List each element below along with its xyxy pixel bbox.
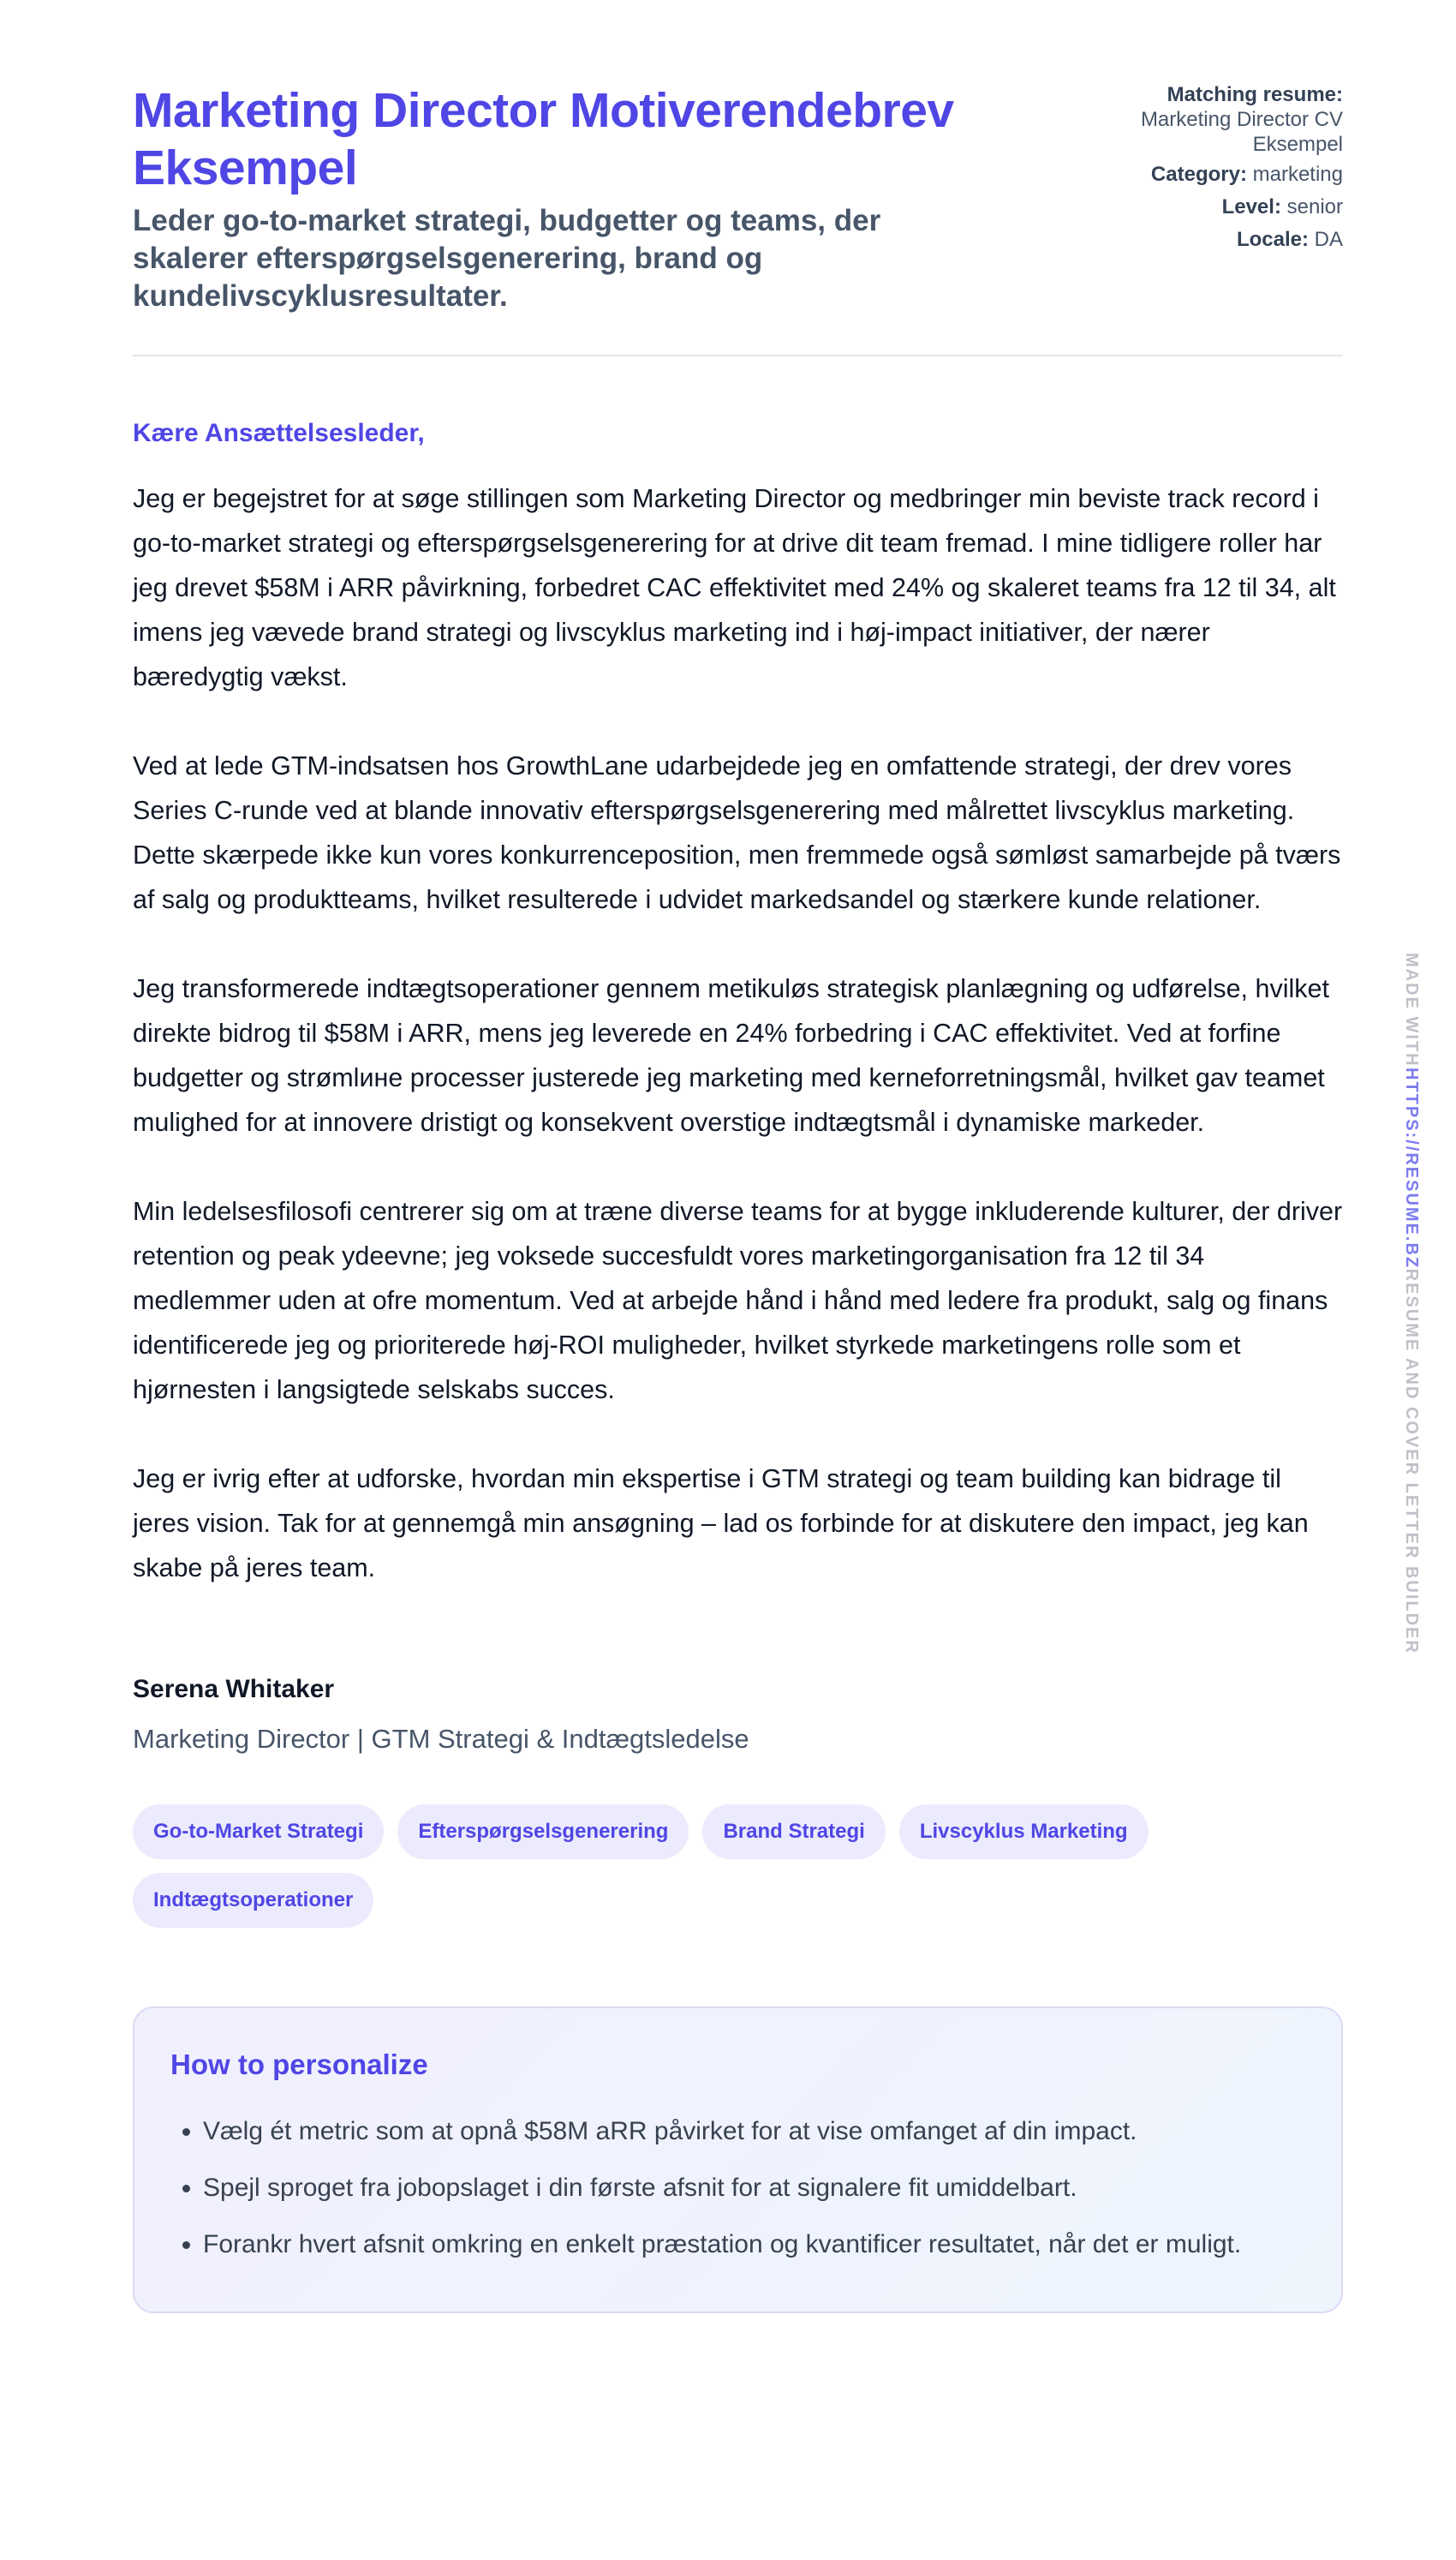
meta-panel <box>1086 82 1343 315</box>
side-banner <box>1401 953 1421 1654</box>
page-header <box>133 82 1343 315</box>
divider <box>133 355 1343 356</box>
meta-value: senior <box>1286 195 1343 218</box>
meta-level <box>1086 194 1343 219</box>
skill-tag: Livscyklus Marketing <box>899 1804 1149 1859</box>
meta-matching-resume <box>1086 82 1343 157</box>
signature-title: Marketing Director | GTM Strategi & Indtægtsledelse <box>133 1724 749 1754</box>
tip-item: • Spejl sproget fra jobopslaget i din første afsnit for at signalere fit umiddelbart. <box>203 2166 1305 2210</box>
letter-paragraph: Min ledelsesfilosofi centrerer sig om at træne diverse teams for at bygge inkluderende kulturer, der driver retention og peak ydeevne; jeg voksede succesfuldt vores marketingorganisation fra 12 til 34 medlemmer uden at ofre momentum. Ved at arbejde hånd i hånd med ledere fra produkt, salg og finans identificerede jeg og prioriterede høj-ROI muligheder, hvilket styrkede marketingens rolle som et hjørnesten i langsigtede selskabs succes. <box>133 1197 1343 1404</box>
letter-paragraph: Ved at lede GTM-indsatsen hos GrowthLane udarbejdede jeg en omfattende strategi, der drev vores Series C-runde ved at blande innovativ efterspørgselsgenerering med målrettet livscyklus marketing. Dette skærpede ikke kun vores konkurrenceposition, men fremmede også sømløst samarbejde på tværs af salg og produktteams, hvilket resulterede i udvidet markedsandel og stærkere kunde relationer. <box>133 751 1341 914</box>
signature-name: Serena Whitaker <box>133 1675 335 1703</box>
meta-label: Level: <box>1221 195 1281 218</box>
meta-value: DA <box>1314 228 1343 251</box>
page-title: Marketing Director Motiverendebrev Eksempel <box>133 83 954 195</box>
banner-suffix: RESUME AND COVER LETTER BUILDER <box>1402 1268 1421 1654</box>
page-subtitle: Leder go-to-market strategi, budgetter og teams, der skalerer efterspørgselsgenerering, brand og kundelivscyklusresultater. <box>133 204 881 313</box>
tip-item: • Forankr hvert afsnit omkring en enkelt præstation og kvantificer resultatet, når det er muligt. <box>203 2222 1305 2267</box>
meta-locale <box>1086 227 1343 252</box>
title-block <box>133 82 1066 315</box>
skill-tag: Efterspørgselsgenerering <box>397 1804 689 1859</box>
banner-prefix: MADE WITH <box>1402 953 1421 1068</box>
meta-label: Matching resume: <box>1167 83 1343 106</box>
tip-item: • Vælg ét metric som at opnå $58M aRR påvirket for at vise omfanget af din impact. <box>203 2109 1305 2154</box>
skill-tag: Brand Strategi <box>702 1804 885 1859</box>
meta-label: Locale: <box>1236 228 1309 251</box>
letter-greeting: Kære Ansættelsesleder, <box>133 419 425 447</box>
letter-paragraph: Jeg er begejstret for at søge stillingen som Marketing Director og medbringer min beviste track record i go-to-market strategi og efterspørgselsgenerering for at drive dit team fremad. I mine tidligere roller har jeg drevet $58M i ARR påvirkning, forbedret CAC effektivitet med 24% og skaleret teams fra 12 til 34, alt imens jeg vævede brand strategi og livscyklus marketing ind i høj-impact initiativer, der nærer bæredygtig vækst. <box>133 484 1336 691</box>
personalize-tips <box>170 2109 1305 2267</box>
resume-bz-link[interactable]: HTTPS://RESUME.BZ <box>1402 1067 1421 1269</box>
meta-value: marketing <box>1252 163 1343 186</box>
letter-paragraph: Jeg er ivrig efter at udforske, hvordan min ekspertise i GTM strategi og team building kan bidrage til jeres vision. Tak for at gennemgå min ansøgning – lad os forbinde for at diskutere den impact, jeg kan skabe på jeres team. <box>133 1464 1309 1582</box>
personalize-box <box>133 2007 1343 2313</box>
personalize-heading: How to personalize <box>170 2049 428 2080</box>
skill-tag: Indtægtsoperationer <box>133 1873 373 1928</box>
letter-paragraph: Jeg transformerede indtægtsoperationer gennem metikuløs strategisk planlægning og udførelse, hvilket direkte bidrog til $58M i ARR, mens jeg leverede en 24% forbedring i CAC effektivitet. Ved at forfine budgetter og strømlине processer justerede jeg marketing med kerneforretningsmål, hvilket gav teamet mulighed for at innovere dristigt og konsekvent overstige indtægtsmål i dynamiske markeder. <box>133 974 1329 1137</box>
skill-tag: Go-to-Market Strategi <box>133 1804 384 1859</box>
cover-letter-page <box>133 82 1343 2313</box>
meta-label: Category: <box>1150 163 1247 186</box>
skill-tags <box>133 1804 1246 1928</box>
meta-category <box>1086 162 1343 187</box>
matching-resume-link[interactable]: Marketing Director CV Eksempel <box>1140 108 1343 156</box>
